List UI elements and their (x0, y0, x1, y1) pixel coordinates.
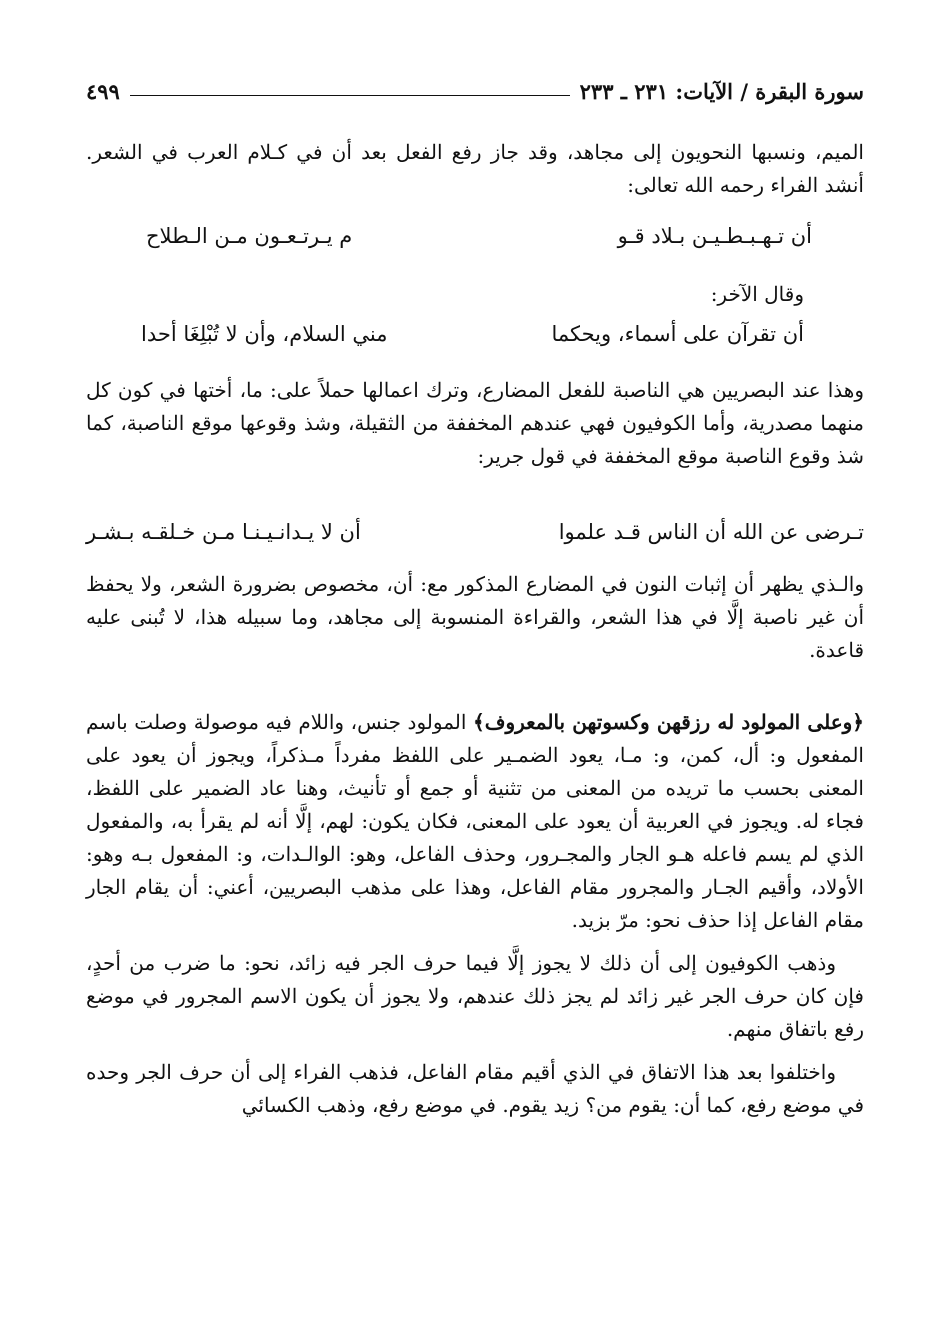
verse-2 (86, 322, 864, 346)
verse-1-first-hemistich: أن تـهـبـطـيـن بـلاد قـو (617, 224, 812, 248)
quran-quote: ﴿وعلى المولود له رزقهن وكسوتهن بالمعروف﴾ (473, 710, 865, 734)
text-block-2 (86, 278, 864, 311)
verse-2-first-hemistich: أن تقرآن على أسماء، ويحكما (551, 322, 804, 346)
text-block-4 (86, 568, 864, 677)
verse-2-second-hemistich: مني السلام، وأن لا تُبْلِغَا أحدا (141, 322, 388, 346)
page-header (86, 76, 864, 106)
text-block-1 (86, 136, 864, 202)
paragraph-3: وهذا عند البصريين هي الناصبة للفعل المضارع، وترك اعمالها حملاً على: ما، أختها في كون كل منهما مصدرية، وأما الكوفيون فهي عندهم المخففة من الثقيلة، وشذ وقوعها موقع الناصبة، كما شذ وقوع الناصبة موقع المخففة في قول جرير: (86, 378, 864, 468)
verse-3-second-hemistich: أن لا يـدانـيـنـا مـن خـلقـه بـشـر (86, 520, 361, 544)
text-block-5 (86, 706, 864, 1122)
verse-3-first-hemistich: تـرضى عن الله أن الناس قـد علموا (558, 520, 864, 544)
header-rule (130, 95, 570, 96)
page-number: ٤٩٩ (86, 78, 120, 104)
paragraph-4: والـذي يظهر أن إثبات النون في المضارع المذكور مع: أن، مخصوص بضرورة الشعر، ولا يحفظ أن غير ناصبة إلَّا في هذا الشعر، والقراءة المنسوبة إلى مجاهد، وما سبيله هذا، لا تُبنى عليه قاعدة. (86, 572, 864, 662)
running-title: سورة البقرة / الآيات: ٢٣١ ـ ٢٣٣ (579, 78, 864, 104)
paragraph-2: وقال الآخر: (710, 282, 804, 306)
paragraph-1: الميم، ونسبها النحويون إلى مجاهد، وقد جاز رفع الفعل بعد أن في كـلام العرب في الشعر. أنشد الفراء رحمه الله تعالى: (86, 140, 864, 197)
text-block-3 (86, 374, 864, 473)
verse-1 (86, 224, 864, 248)
paragraph-5-text: المولود جنس، واللام فيه موصولة وصلت باسم المفعول و: أل، كمن، و: مـا، يعود الضمـير على اللفظ مفرداً مـذكراً، ويجوز أن يعود على المعنى بحسب ما تريده من المعنى من تثنية أو جمع أو تأنيث، وهنا عاد الضمير على اللفظ، فجاء له. ويجوز في العربية أن يعود على المعنى، فكان يكون: لهم، إلَّا أنه لم يقرأ به، والمفعول الذي لم يسم فاعله هـو الجار والمجـرور، وحذف الفاعل، وهو: الوالـدات، و: المفعول بـه وهو: الأولاد، وأقيم الجـار والمجرور مقام الفاعل، وهذا على مذهب البصريين، أعني: أن يقام الجار مقام الفاعل إذا حذف نحو: مرّ بزيد. (86, 710, 864, 932)
verse-1-second-hemistich: م يـرتـعـون مـن الـطلاح (146, 224, 353, 248)
verse-3 (86, 520, 864, 544)
paragraph-5 (86, 706, 864, 937)
paragraph-6: وذهب الكوفيون إلى أن ذلك لا يجوز إلَّا فيما حرف الجر فيه زائد، نحو: ما ضرب من أحدٍ، فإن كان حرف الجر غير زائد لم يجز ذلك عندهم، ولا يجوز أن يكون الاسم المجرور في موضع رفع باتفاق منهم. (86, 951, 864, 1041)
paragraph-7: واختلفوا بعد هذا الاتفاق في الذي أقيم مقام الفاعل، فذهب الفراء إلى أن حرف الجر وحده في موضع رفع، كما أن: يقوم من؟ زيد يقوم. في موضع رفع، وذهب الكسائي (86, 1060, 864, 1117)
